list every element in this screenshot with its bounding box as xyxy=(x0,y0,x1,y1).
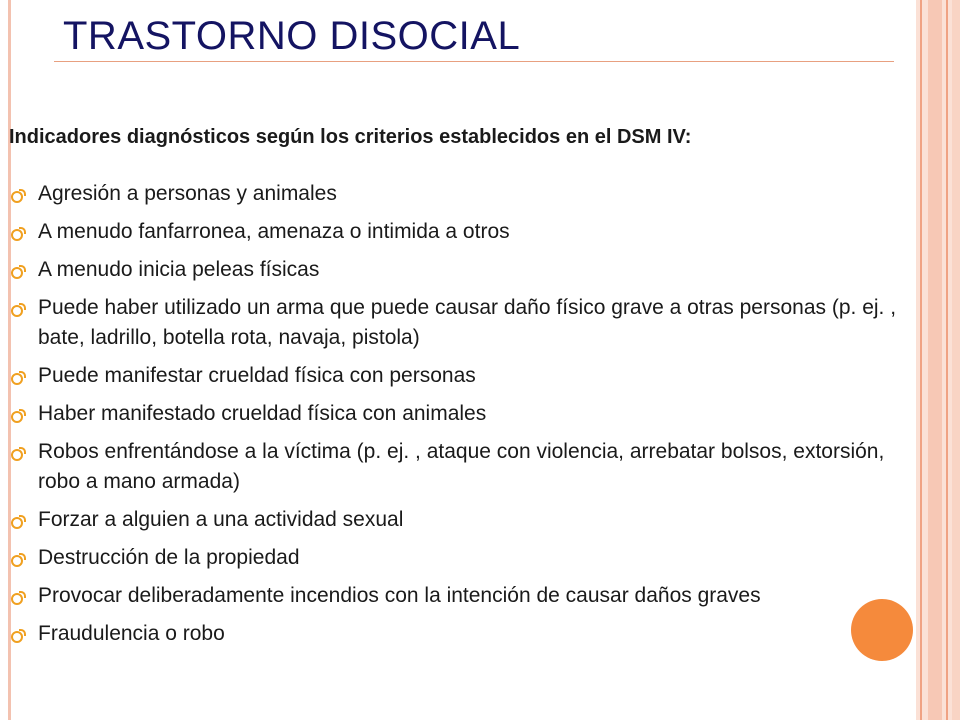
list-item-label: Destrucción de la propiedad xyxy=(38,546,300,569)
bullet-icon xyxy=(11,517,23,529)
criteria-list xyxy=(0,179,930,657)
list-item xyxy=(0,361,930,391)
bullet-icon xyxy=(11,267,23,279)
slide-subtitle: Indicadores diagnósticos según los criterios establecidos en el DSM IV: xyxy=(9,126,692,148)
bullet-icon xyxy=(11,593,23,605)
bullet-icon xyxy=(11,191,23,203)
list-item xyxy=(0,255,930,285)
bullet-icon xyxy=(11,631,23,643)
list-item-label: Robos enfrentándose a la víctima (p. ej. , ataque con violencia, arrebatar bolsos, extorsión, robo a mano armada) xyxy=(38,440,885,493)
list-item xyxy=(0,217,930,247)
list-item-label: Puede manifestar crueldad física con personas xyxy=(38,364,476,387)
list-item-label: Forzar a alguien a una actividad sexual xyxy=(38,508,404,531)
decorative-orange-circle xyxy=(851,599,913,661)
list-item xyxy=(0,619,930,649)
bullet-icon xyxy=(11,411,23,423)
bullet-icon xyxy=(11,449,23,461)
list-item xyxy=(0,293,930,353)
list-item xyxy=(0,399,930,429)
list-item-label: A menudo fanfarronea, amenaza o intimida a otros xyxy=(38,220,510,243)
list-item-label: Agresión a personas y animales xyxy=(38,182,337,205)
list-item-label: A menudo inicia peleas físicas xyxy=(38,258,320,281)
bullet-icon xyxy=(11,555,23,567)
list-item-label: Puede haber utilizado un arma que puede causar daño físico grave a otras personas (p. ej. , bate, ladrillo, botella rota, navaja, pistola) xyxy=(38,296,897,349)
bullet-icon xyxy=(11,305,23,317)
title-underline xyxy=(54,61,894,62)
bullet-icon xyxy=(11,229,23,241)
list-item xyxy=(0,179,930,209)
list-item xyxy=(0,437,930,497)
list-item xyxy=(0,581,930,611)
slide-title: TRASTORNO DISOCIAL xyxy=(63,14,521,58)
list-item-label: Haber manifestado crueldad física con animales xyxy=(38,402,487,425)
bullet-icon xyxy=(11,373,23,385)
list-item xyxy=(0,505,930,535)
list-item xyxy=(0,543,930,573)
list-item-label: Fraudulencia o robo xyxy=(38,622,225,645)
list-item-label: Provocar deliberadamente incendios con la intención de causar daños graves xyxy=(38,584,761,607)
